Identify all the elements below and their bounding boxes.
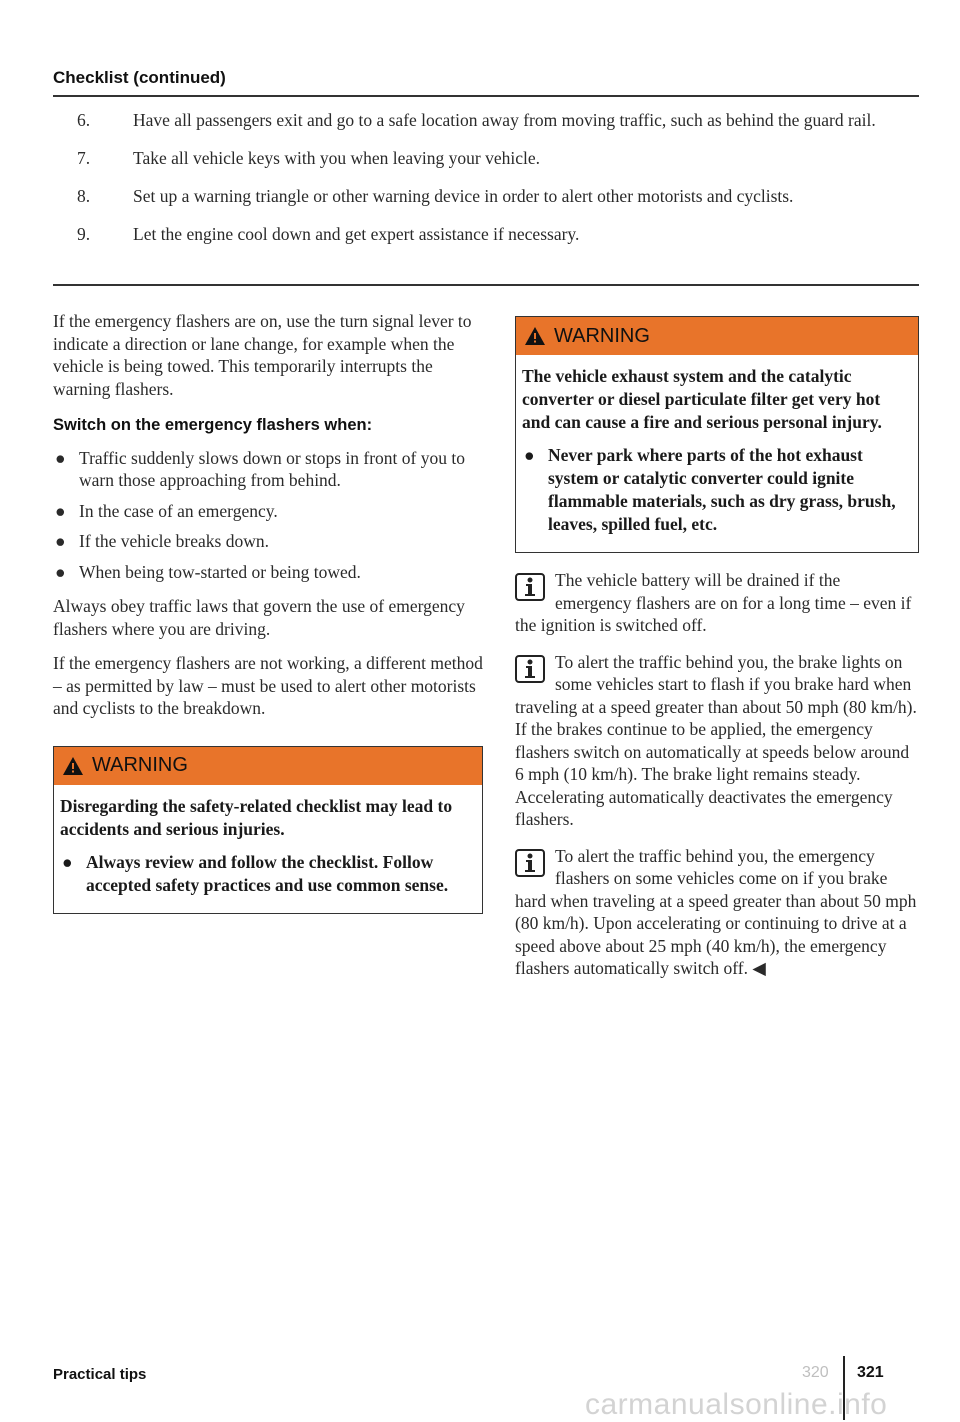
bullet-icon: ● (524, 445, 535, 465)
warning-header (54, 747, 482, 785)
warning-box-exhaust (515, 316, 919, 553)
watermark: carmanualsonline.info (585, 1388, 888, 1421)
list-item: ● In the case of an emergency. (55, 500, 278, 521)
list-item: ● Never park where parts of the hot exhaust system or catalytic converter could ignite flammable materials, such as dry grass, brush, leaves, spilled fuel, etc. (524, 445, 896, 534)
page-header: Checklist (continued) (53, 68, 226, 87)
warning-triangle-icon (524, 326, 546, 346)
end-of-section-icon: ◀ (752, 958, 766, 978)
page-number-right: 321 (857, 1364, 884, 1381)
info-icon (515, 573, 545, 601)
info-note-brake-lights: To alert the traffic behind you, the brake lights on some vehicles start to flash if you brake hard when traveling at a speed greater than about 50 mph (80 km/h). If the brakes continue to be applied, the emergency flashers switch on automatically at speeds below around 6 mph (10 km/h). The brake light remains steady. Accelerating automatically deactivates the emergency flashers. (515, 651, 917, 829)
warning-body: Disregarding the safety-related checklist may lead to accidents and serious injuries. ● Always review and follow the checklist. Follow accepted safety practices and use common sense. (54, 785, 482, 913)
bullet-icon: ● (55, 500, 66, 521)
not-working-paragraph: If the emergency flashers are not working, a different method – as permitted by law – must be used to alert other motorists and cyclists to the breakdown. (53, 653, 483, 718)
right-column (515, 316, 919, 994)
bullet-icon: ● (62, 851, 73, 872)
warning-body: The vehicle exhaust system and the catalytic converter or diesel particulate filter get very hot and can cause a fire and serious personal injury. ● Never park where parts of the hot exhaust system or catalytic converter could ignite flammable materials, such as dry grass, brush, leaves, spilled fuel, etc. (516, 355, 918, 552)
checklist-end-rule (53, 284, 919, 286)
warning-triangle-icon (62, 756, 84, 776)
warning-header (516, 317, 918, 355)
bullet-icon: ● (55, 561, 66, 582)
info-icon (515, 849, 545, 877)
bullet-icon: ● (55, 531, 66, 551)
info-note-emergency-flashers: To alert the traffic behind you, the emergency flashers on some vehicles come on if you brake hard when traveling at a speed greater than about 50 mph (80 km/h). Upon accelerating or continuing to drive at a speed above about 25 mph (40 km/h), the emergency flashers automatically switch off. ◀ (515, 845, 917, 978)
list-item: ● Traffic suddenly slows down or stops in front of you to warn those approaching from behind. (55, 447, 465, 490)
section-footer: Practical tips (53, 1366, 147, 1383)
checklist-steps (53, 108, 919, 260)
left-column (53, 310, 483, 930)
page-number-left: 320 (802, 1364, 829, 1381)
warning-box-checklist (53, 746, 483, 914)
checklist-step: 9. Let the engine cool down and get expert assistance if necessary. (77, 224, 580, 244)
switch-on-subheading: Switch on the emergency flashers when: (53, 416, 373, 434)
info-icon (515, 655, 545, 683)
list-item: ● When being tow-started or being towed. (55, 561, 361, 582)
intro-paragraph: If the emergency flashers are on, use the turn signal lever to indicate a direction or lane change, for example when the vehicle is being towed. This temporarily interrupts the warning flashers. (53, 311, 472, 399)
warning-title: WARNING (554, 324, 650, 347)
traffic-laws-paragraph: Always obey traffic laws that govern the use of emergency flashers where you are driving. (53, 596, 465, 639)
list-item: ● Always review and follow the checklist. Follow accepted safety practices and use common sense. (62, 851, 449, 895)
list-item: ● If the vehicle breaks down. (55, 531, 269, 551)
info-note-battery: The vehicle battery will be drained if the emergency flashers are on for a long time – even if the ignition is switched off. (515, 570, 912, 635)
checklist-step: 6. Have all passengers exit and go to a safe location away from moving traffic, such as behind the guard rail. (77, 110, 876, 130)
checklist-step: 7. Take all vehicle keys with you when leaving your vehicle. (77, 148, 540, 168)
bullet-icon: ● (55, 447, 66, 468)
checklist-step: 8. Set up a warning triangle or other warning device in order to alert other motorists and cyclists. (77, 186, 794, 206)
header-rule (53, 95, 919, 97)
warning-title: WARNING (92, 754, 188, 777)
